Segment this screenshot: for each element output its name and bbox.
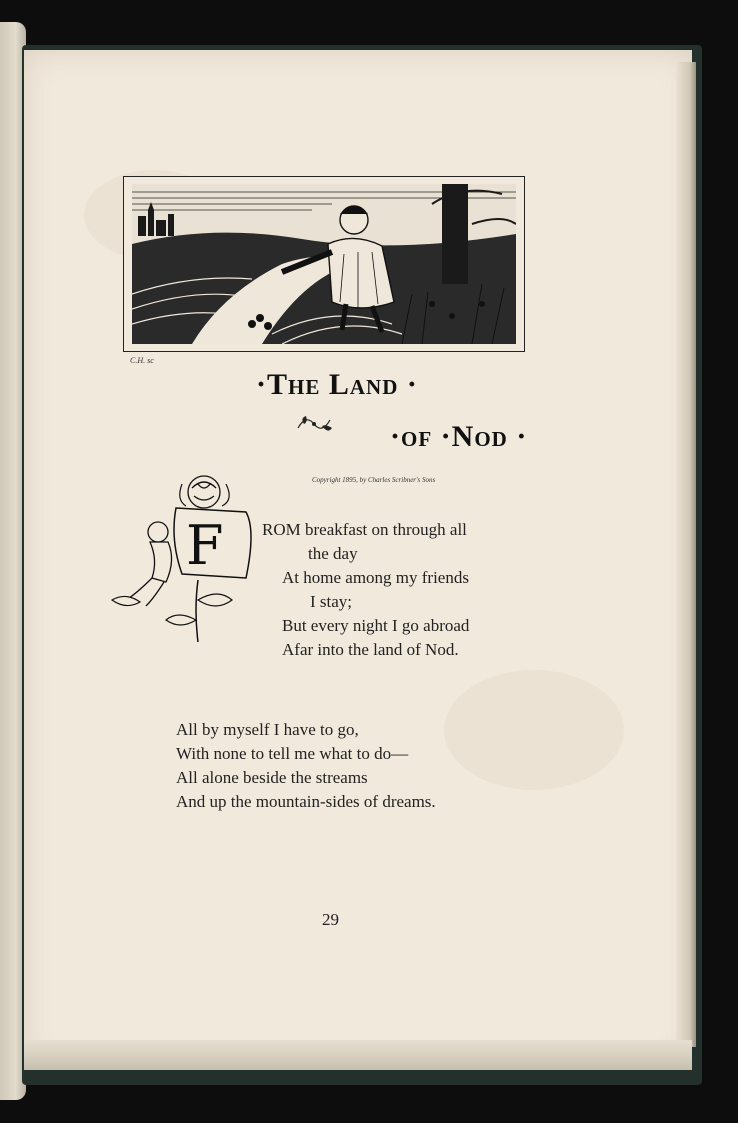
verse-line: With none to tell me what to do— — [176, 744, 409, 763]
verse-line: All alone beside the streams — [176, 768, 368, 787]
poem-title-line-2: ·of ·Nod · — [390, 420, 528, 453]
illustrator-signature: C.H. sc — [130, 356, 154, 365]
verse-line: Afar into the land of Nod. — [282, 640, 459, 659]
verse-line: the day — [308, 544, 358, 563]
verse-line: All by myself I have to go, — [176, 720, 359, 739]
child-climbing-hill-icon — [132, 184, 516, 344]
verse-line: ROM breakfast on through all — [262, 520, 467, 539]
drop-cap-letter: F — [186, 514, 224, 577]
copyright-notice: Copyright 1895, by Charles Scribner's Sons — [312, 476, 436, 484]
verse-line: But every night I go abroad — [282, 616, 470, 635]
page-stack-bottom — [24, 1040, 692, 1070]
header-illustration — [123, 176, 525, 352]
verse-line: At home among my friends — [282, 568, 469, 587]
rose-and-cherub-icon — [106, 470, 256, 645]
page-number: 29 — [322, 910, 339, 929]
page-stack-edge — [676, 62, 696, 1047]
poem-title-line-1: ·The Land · — [256, 368, 418, 401]
verse-line: And up the mountain-sides of dreams. — [176, 792, 436, 811]
stanza-2 — [176, 718, 436, 814]
stanza-1 — [262, 518, 469, 662]
leafy-flourish-icon — [294, 410, 338, 440]
verse-line: I stay; — [310, 592, 353, 611]
